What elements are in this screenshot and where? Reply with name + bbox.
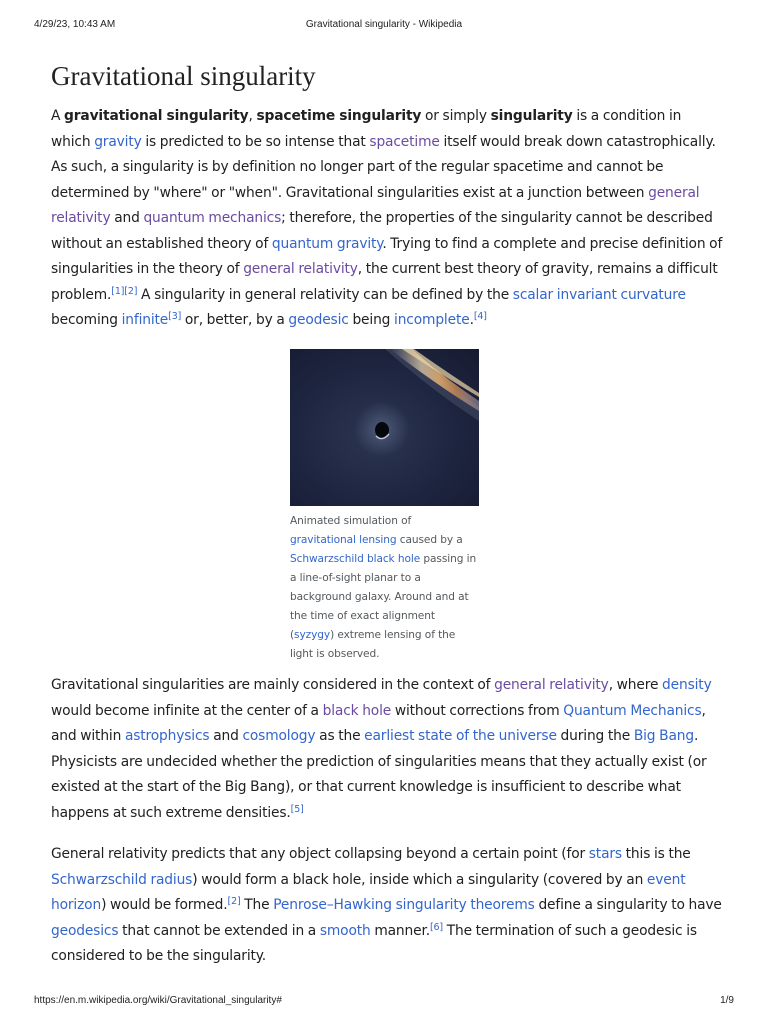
- text-span: , and within: [51, 702, 706, 744]
- citation-ref: [430, 922, 443, 933]
- lensing-illustration: [290, 349, 479, 506]
- text-span: and: [209, 728, 243, 744]
- citation-ref: [228, 896, 241, 907]
- citation-link-5[interactable]: [5]: [290, 803, 304, 815]
- text-span: or, better, by a: [181, 312, 289, 328]
- text-span: being: [348, 312, 395, 328]
- text-span: as the: [315, 728, 365, 744]
- text-span: and: [110, 210, 144, 226]
- black-hole-lensing-image[interactable]: [290, 349, 479, 506]
- text-span: would become infinite at the center of a: [51, 702, 323, 719]
- citation-link-3[interactable]: [3]: [168, 311, 182, 322]
- text-span: , where: [608, 677, 663, 693]
- text-span: without corrections from: [391, 702, 564, 719]
- link-schwarzschild-black-hole[interactable]: Schwarzschild black hole: [290, 553, 421, 565]
- text-span: during the: [556, 728, 634, 744]
- link-cosmology[interactable]: cosmology: [242, 728, 316, 744]
- text-span: is a condition in which: [51, 108, 682, 150]
- text-span: itself would break down catastrophically. As such, a singularity is by definition no longer part of the regular spacetime and cannot be determined by "where" or "when". Gravitational singularities exist at a junction between: [51, 133, 716, 201]
- link-big-bang[interactable]: Big Bang: [633, 728, 694, 744]
- citation-link-2b[interactable]: [2]: [227, 896, 241, 907]
- bold-term-singularity: singularity: [490, 108, 573, 124]
- print-datetime: 4/29/23, 10:43 AM: [34, 19, 116, 30]
- text-span: , the current best theory of gravity, remains a difficult problem.: [51, 261, 718, 303]
- text-span: manner.: [370, 922, 430, 939]
- link-spacetime[interactable]: spacetime: [369, 133, 440, 150]
- text-span: ) would form a black hole, inside which a singularity (covered by an: [192, 871, 647, 888]
- intro-paragraph: [51, 104, 723, 334]
- bold-term-spacetime-singularity: spacetime singularity: [256, 108, 422, 124]
- link-infinite[interactable]: infinite: [121, 312, 169, 328]
- link-syzygy[interactable]: syzygy: [294, 629, 331, 641]
- text-span: A: [51, 108, 65, 124]
- text-span: ) would be formed.: [101, 897, 228, 913]
- print-page-number: 1/9: [720, 995, 734, 1006]
- link-smooth[interactable]: smooth: [319, 922, 371, 939]
- text-span: this is the: [621, 846, 691, 862]
- link-astrophysics[interactable]: astrophysics: [124, 728, 210, 744]
- link-scalar-invariant-curvature[interactable]: scalar invariant curvature: [512, 286, 686, 303]
- citation-ref: [111, 286, 137, 297]
- link-quantum-mechanics[interactable]: quantum mechanics: [143, 210, 282, 226]
- link-quantum-gravity[interactable]: quantum gravity: [271, 235, 383, 252]
- print-url: https://en.m.wikipedia.org/wiki/Gravitational_singularity#: [34, 995, 282, 1006]
- link-incomplete[interactable]: incomplete: [394, 312, 470, 328]
- link-geodesics[interactable]: geodesics: [51, 922, 119, 939]
- figure-gravitational-lensing: [290, 349, 480, 664]
- link-gravity[interactable]: gravity: [94, 133, 142, 150]
- print-footer: [34, 995, 734, 1009]
- text-span: define a singularity to have: [534, 897, 722, 913]
- link-general-relativity[interactable]: general relativity: [51, 184, 700, 226]
- text-span: Gravitational singularities are mainly considered in the context of: [51, 677, 495, 693]
- citation-link-4[interactable]: [4]: [473, 311, 487, 322]
- link-black-hole[interactable]: black hole: [322, 702, 392, 719]
- text-span: . Trying to find a complete and precise definition of singularities in the theory of: [51, 235, 723, 277]
- text-span: that cannot be extended in a: [118, 922, 320, 939]
- link-density[interactable]: density: [662, 677, 712, 693]
- link-penrose-hawking-theorems[interactable]: Penrose–Hawking singularity theorems: [273, 897, 535, 913]
- text-span: ) extreme lensing of the light is observed.: [290, 629, 456, 660]
- prediction-paragraph: [51, 842, 723, 970]
- context-paragraph: [51, 673, 723, 826]
- text-span: The termination of such a geodesic is considered to be the singularity.: [51, 922, 697, 964]
- text-span: is predicted to be so intense that: [141, 133, 370, 150]
- text-span: caused by a: [396, 534, 463, 546]
- text-span: passing in a line-of-sight planar to a background galaxy. Around and at the time of exact alignment (: [290, 553, 477, 641]
- citation-ref: [168, 311, 181, 322]
- text-span: A singularity in general relativity can be defined by the: [137, 286, 513, 303]
- text-span: . Physicists are undecided whether the prediction of singularities means that they actually exist (or existed at the start of the Big Bang), or that current knowledge is insufficient to describe what happens at such extreme densities.: [51, 728, 707, 821]
- figure-caption: [290, 512, 480, 664]
- text-span: becoming: [51, 312, 122, 328]
- citation-link-6[interactable]: [6]: [429, 921, 443, 933]
- link-schwarzschild-radius[interactable]: Schwarzschild radius: [51, 871, 193, 888]
- text-span: The: [240, 897, 274, 913]
- link-stars[interactable]: stars: [588, 846, 622, 862]
- text-span: or simply: [421, 108, 491, 124]
- link-general-relativity-3[interactable]: general relativity: [494, 677, 609, 693]
- article-title: Gravitational singularity: [51, 61, 316, 91]
- link-general-relativity-2[interactable]: general relativity: [243, 261, 358, 277]
- bold-term-gravitational-singularity: gravitational singularity: [64, 108, 249, 124]
- citation-ref: [474, 311, 487, 322]
- text-span: ,: [248, 108, 257, 124]
- citation-link-2[interactable]: [2]: [124, 285, 138, 297]
- link-quantum-mechanics-2[interactable]: Quantum Mechanics: [563, 702, 702, 719]
- citation-link-1[interactable]: [1]: [111, 285, 125, 297]
- text-span: .: [469, 312, 474, 328]
- link-gravitational-lensing[interactable]: gravitational lensing: [290, 534, 397, 546]
- citation-ref: [291, 804, 304, 815]
- print-page-title: Gravitational singularity - Wikipedia: [305, 19, 463, 30]
- print-header: [34, 19, 734, 33]
- link-event-horizon[interactable]: event horizon: [51, 871, 686, 913]
- text-span: Animated simulation of: [290, 515, 412, 527]
- text-span: General relativity predicts that any object collapsing beyond a certain point (for: [51, 846, 589, 862]
- text-span: ; therefore, the properties of the singularity cannot be described without an established theory of: [51, 210, 713, 252]
- link-earliest-state-of-universe[interactable]: earliest state of the universe: [364, 728, 557, 744]
- link-geodesic[interactable]: geodesic: [288, 312, 349, 328]
